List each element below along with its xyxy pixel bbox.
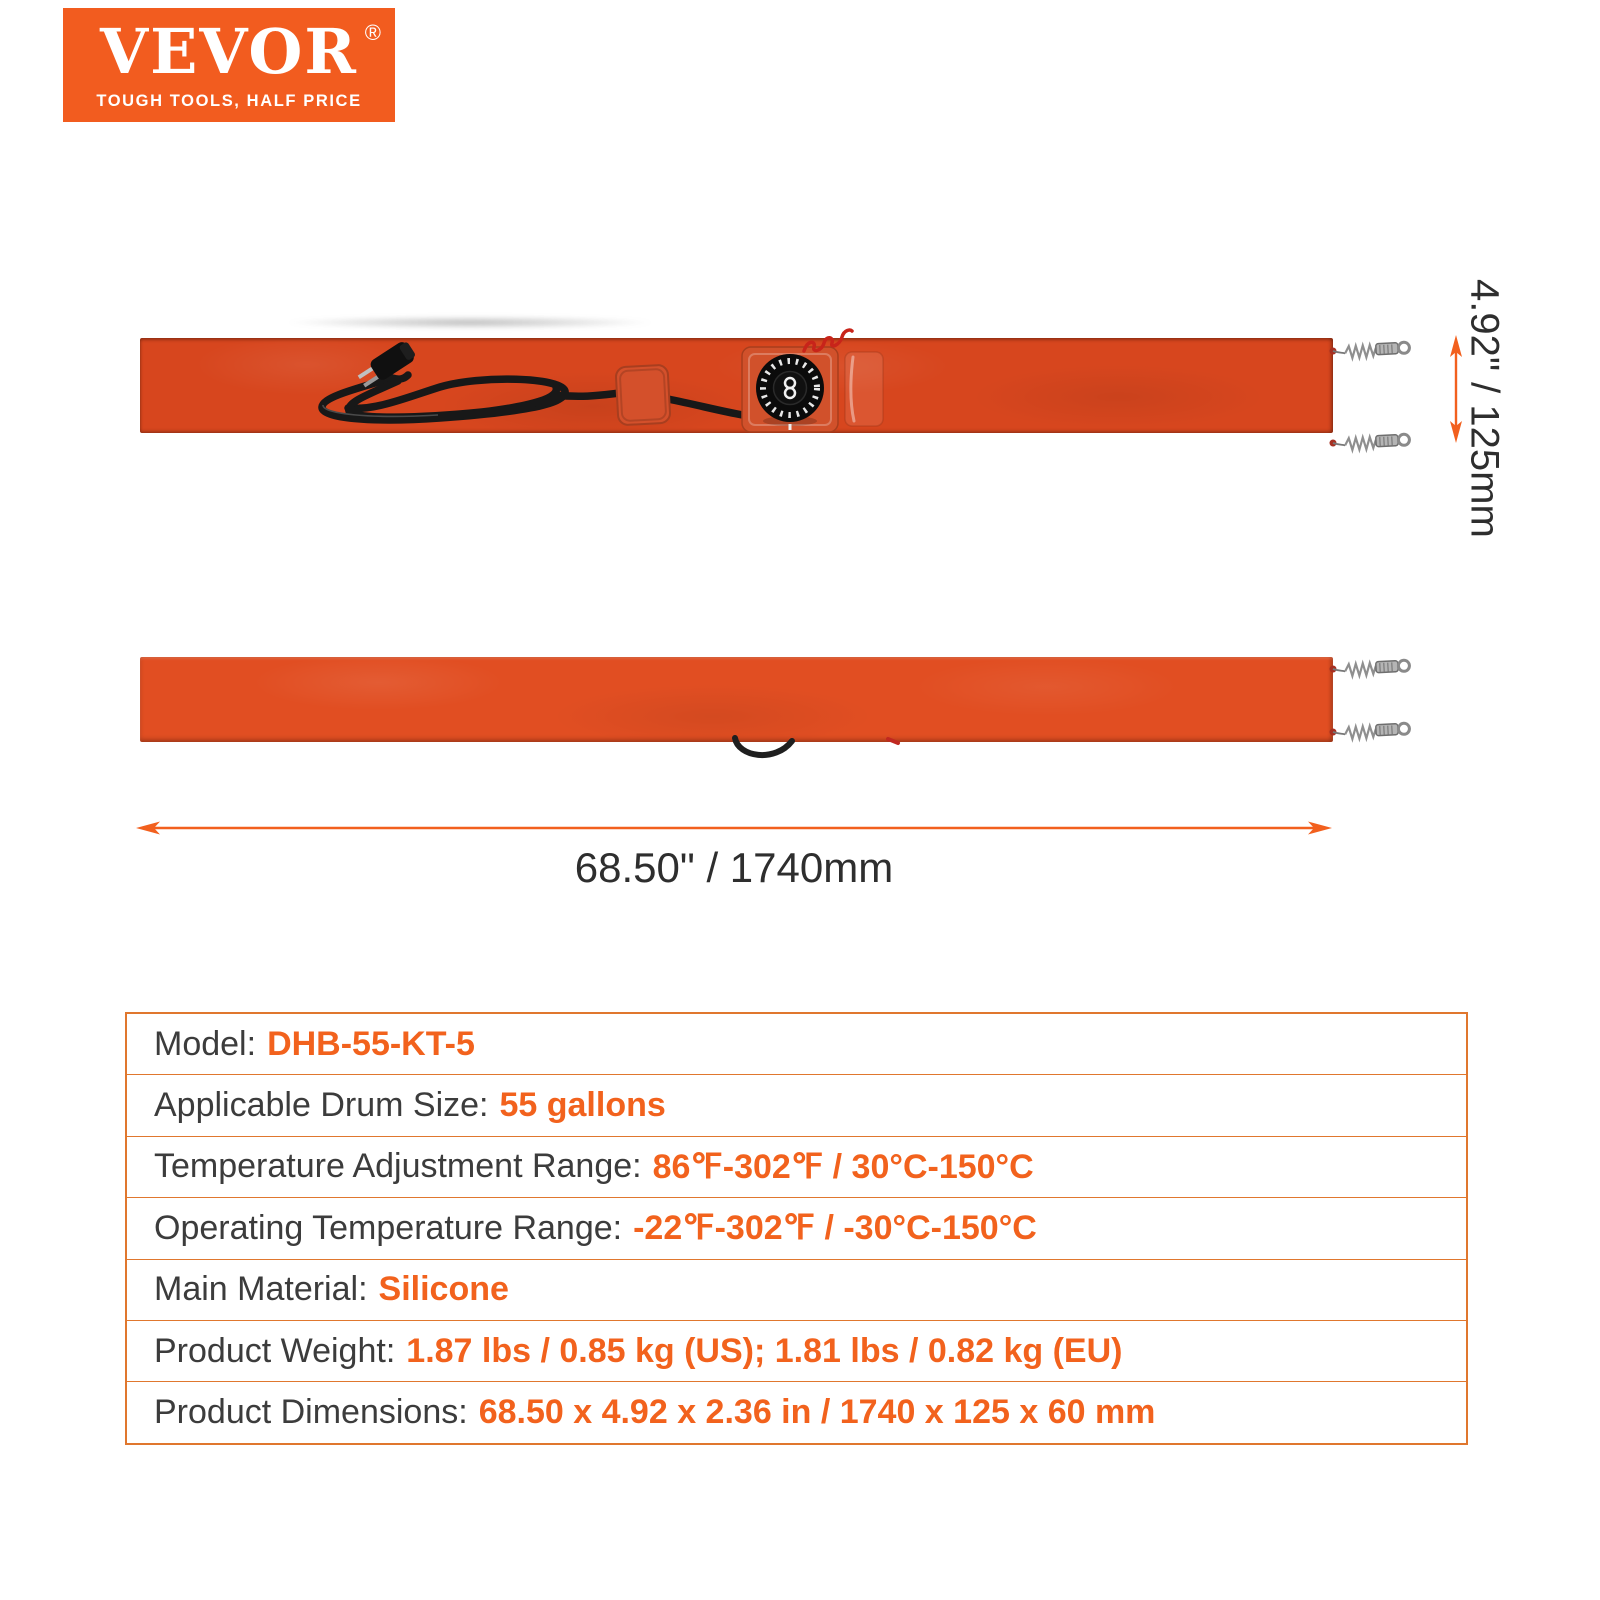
spec-row-dimensions: [127, 1381, 1466, 1442]
spring-icon: [1329, 434, 1410, 451]
height-dimension-label: 4.92" / 125mm: [1462, 278, 1507, 538]
spec-label: Applicable Drum Size:: [154, 1086, 489, 1125]
heater-band-bottom: [140, 657, 1333, 742]
spec-value: Silicone: [378, 1270, 509, 1309]
thermostat-control: [742, 347, 838, 432]
length-dimension-label: 68.50" / 1740mm: [574, 844, 894, 891]
heater-band-bottom-details: [720, 735, 920, 770]
red-connector: [888, 739, 898, 743]
spring-icon: [1329, 723, 1410, 740]
spring-icon: [1329, 660, 1410, 677]
length-dimension-arrow: [134, 817, 1334, 839]
spec-label: Main Material:: [154, 1270, 368, 1309]
junction-patch: [616, 365, 671, 426]
spec-row-operating-temp: [127, 1197, 1466, 1258]
top-band-springs: [1325, 330, 1420, 455]
spring-icon: [1329, 342, 1410, 359]
spec-label: Model:: [154, 1024, 257, 1063]
thermostat-knob: [756, 354, 824, 422]
spec-row-material: [127, 1259, 1466, 1320]
spec-label: Product Weight:: [154, 1331, 396, 1370]
spec-table: [125, 1012, 1468, 1445]
heater-band-top-details: [140, 315, 1340, 450]
spec-row-temp-adjustment: [127, 1136, 1466, 1197]
hanging-wire: [735, 738, 792, 755]
knob-index-mark: [789, 424, 792, 430]
brand-tagline: TOUGH TOOLS, HALF PRICE: [96, 92, 362, 110]
spec-label: Temperature Adjustment Range:: [154, 1147, 642, 1186]
power-cord: [322, 375, 743, 420]
vevor-logo: [63, 8, 395, 122]
spec-value: 86℉-302℉ / 30°C-150°C: [652, 1147, 1034, 1186]
spec-value: DHB-55-KT-5: [267, 1024, 475, 1063]
registered-trademark-icon: ®: [364, 20, 381, 45]
spec-row-weight: [127, 1320, 1466, 1381]
spec-label: Product Dimensions:: [154, 1393, 468, 1432]
spec-row-drum-size: [127, 1074, 1466, 1135]
spec-row-model: [127, 1014, 1466, 1074]
spec-value: 68.50 x 4.92 x 2.36 in / 1740 x 125 x 60 mm: [478, 1393, 1156, 1432]
spec-value: -22℉-302℉ / -30°C-150°C: [633, 1209, 1037, 1248]
spec-value: 1.87 lbs / 0.85 kg (US); 1.81 lbs / 0.82 kg (EU): [406, 1331, 1123, 1370]
brand-name: VEVOR: [100, 15, 358, 88]
bottom-band-springs: [1325, 648, 1420, 753]
band-seam-flap: [845, 352, 883, 426]
spec-value: 55 gallons: [499, 1086, 666, 1125]
spec-label: Operating Temperature Range:: [154, 1208, 623, 1247]
